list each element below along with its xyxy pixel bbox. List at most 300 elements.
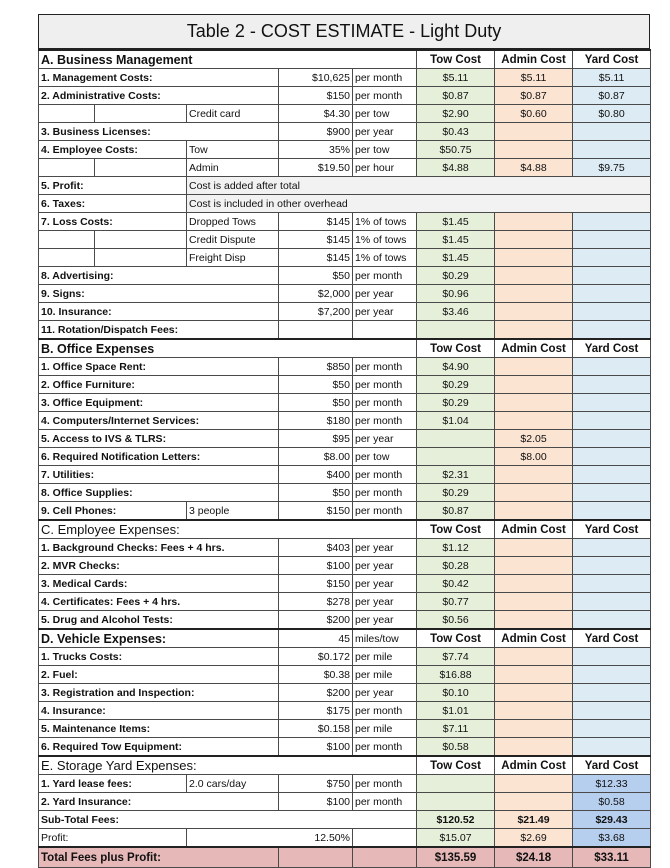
table-row bbox=[39, 720, 651, 738]
section-title: D. Vehicle Expenses: bbox=[39, 629, 279, 648]
admin-cost-cell bbox=[495, 321, 573, 340]
row-label: 1. Trucks Costs: bbox=[39, 648, 279, 666]
admin-cost-cell: $2.05 bbox=[495, 430, 573, 448]
yard-cost-cell bbox=[573, 394, 651, 412]
total-label: Total Fees plus Profit: bbox=[39, 847, 279, 868]
table-row bbox=[39, 249, 651, 267]
row-amount: $10,625 bbox=[279, 69, 353, 87]
section-header-c bbox=[39, 520, 651, 539]
row-unit: per tow bbox=[353, 448, 417, 466]
yard-cost-cell bbox=[573, 484, 651, 502]
section-header-a bbox=[39, 50, 651, 69]
admin-cost-cell bbox=[495, 593, 573, 611]
cost-estimate-sheet bbox=[38, 14, 650, 868]
tow-cost-cell bbox=[417, 775, 495, 793]
section-amount: 45 bbox=[279, 629, 353, 648]
row-label: 3. Business Licenses: bbox=[39, 123, 279, 141]
tow-cost-cell: $0.28 bbox=[417, 557, 495, 575]
row-amount: $100 bbox=[279, 738, 353, 757]
row-unit: per hour bbox=[353, 159, 417, 177]
profit-row bbox=[39, 829, 651, 848]
yard-cost-cell bbox=[573, 303, 651, 321]
tow-cost-cell: $16.88 bbox=[417, 666, 495, 684]
table-row bbox=[39, 141, 651, 159]
subtotal-admin: $21.49 bbox=[495, 811, 573, 829]
tow-cost-cell: $0.29 bbox=[417, 484, 495, 502]
tow-cost-cell: $0.56 bbox=[417, 611, 495, 630]
row-label: 1. Office Space Rent: bbox=[39, 358, 279, 376]
yard-cost-cell bbox=[573, 575, 651, 593]
row-label: 2. Yard Insurance: bbox=[39, 793, 279, 811]
section-title: E. Storage Yard Expenses: bbox=[39, 756, 417, 775]
row-unit: per month bbox=[353, 376, 417, 394]
row-label: 2. Fuel: bbox=[39, 666, 279, 684]
tow-cost-cell: $0.42 bbox=[417, 575, 495, 593]
tow-cost-header: Tow Cost bbox=[417, 339, 495, 358]
yard-cost-header: Yard Cost bbox=[573, 339, 651, 358]
table-row bbox=[39, 775, 651, 793]
tow-cost-cell: $4.88 bbox=[417, 159, 495, 177]
admin-cost-cell bbox=[495, 303, 573, 321]
yard-cost-cell bbox=[573, 702, 651, 720]
row-label: 5. Profit: bbox=[39, 177, 187, 195]
row-amount: $50 bbox=[279, 394, 353, 412]
row-amount: $100 bbox=[279, 557, 353, 575]
row-label: 4. Certificates: Fees + 4 hrs. bbox=[39, 593, 279, 611]
yard-cost-cell bbox=[573, 412, 651, 430]
row-unit: per year bbox=[353, 575, 417, 593]
yard-cost-cell: $0.58 bbox=[573, 793, 651, 811]
row-label: 5. Drug and Alcohol Tests: bbox=[39, 611, 279, 630]
table-row bbox=[39, 611, 651, 630]
section-header-b bbox=[39, 339, 651, 358]
row-label: 5. Access to IVS & TLRS: bbox=[39, 430, 279, 448]
tow-cost-cell bbox=[417, 430, 495, 448]
row-unit: per month bbox=[353, 775, 417, 793]
row-label: 7. Loss Costs: bbox=[39, 213, 187, 231]
cost-table bbox=[38, 49, 651, 868]
tow-cost-cell: $0.43 bbox=[417, 123, 495, 141]
row-amount: $0.172 bbox=[279, 648, 353, 666]
admin-cost-cell bbox=[495, 575, 573, 593]
section-title: C. Employee Expenses: bbox=[39, 520, 417, 539]
tow-cost-cell: $0.58 bbox=[417, 738, 495, 757]
admin-cost-cell bbox=[495, 376, 573, 394]
row-label: 5. Maintenance Items: bbox=[39, 720, 279, 738]
blank-cell bbox=[95, 231, 187, 249]
tow-cost-cell: $1.01 bbox=[417, 702, 495, 720]
blank-cell bbox=[39, 249, 95, 267]
row-unit: per year bbox=[353, 430, 417, 448]
row-label: 3. Registration and Inspection: bbox=[39, 684, 279, 702]
table-row bbox=[39, 430, 651, 448]
admin-cost-cell bbox=[495, 249, 573, 267]
row-amount: $850 bbox=[279, 358, 353, 376]
admin-cost-cell bbox=[495, 484, 573, 502]
row-unit: 1% of tows bbox=[353, 213, 417, 231]
row-amount: $900 bbox=[279, 123, 353, 141]
blank-cell bbox=[95, 249, 187, 267]
admin-cost-cell bbox=[495, 412, 573, 430]
row-label: 9. Signs: bbox=[39, 285, 279, 303]
tow-cost-cell: $0.87 bbox=[417, 87, 495, 105]
row-amount bbox=[279, 321, 353, 340]
yard-cost-cell bbox=[573, 539, 651, 557]
row-label: 2. Office Furniture: bbox=[39, 376, 279, 394]
admin-cost-cell bbox=[495, 267, 573, 285]
row-amount: $4.30 bbox=[279, 105, 353, 123]
row-unit: per year bbox=[353, 593, 417, 611]
yard-cost-cell bbox=[573, 376, 651, 394]
tow-cost-cell: $0.29 bbox=[417, 394, 495, 412]
row-unit: per month bbox=[353, 484, 417, 502]
row-amount: $150 bbox=[279, 575, 353, 593]
row-amount: $200 bbox=[279, 611, 353, 630]
row-label: 6. Taxes: bbox=[39, 195, 187, 213]
yard-cost-cell bbox=[573, 666, 651, 684]
yard-cost-cell bbox=[573, 321, 651, 340]
row-amount: $750 bbox=[279, 775, 353, 793]
tow-cost-cell bbox=[417, 448, 495, 466]
blank-cell bbox=[353, 847, 417, 868]
table-row bbox=[39, 575, 651, 593]
yard-cost-cell: $5.11 bbox=[573, 69, 651, 87]
section-title: A. Business Management bbox=[39, 50, 417, 69]
yard-cost-cell bbox=[573, 502, 651, 521]
yard-cost-header: Yard Cost bbox=[573, 50, 651, 69]
table-row bbox=[39, 321, 651, 340]
blank-cell bbox=[39, 159, 95, 177]
tow-cost-cell: $3.46 bbox=[417, 303, 495, 321]
yard-cost-cell bbox=[573, 738, 651, 757]
row-sublabel: Admin bbox=[187, 159, 279, 177]
tow-cost-cell: $1.45 bbox=[417, 213, 495, 231]
yard-cost-cell bbox=[573, 430, 651, 448]
tow-cost-cell: $2.90 bbox=[417, 105, 495, 123]
section-title: B. Office Expenses bbox=[39, 339, 417, 358]
row-label: 10. Insurance: bbox=[39, 303, 279, 321]
row-label: 2. Administrative Costs: bbox=[39, 87, 279, 105]
profit-yard: $3.68 bbox=[573, 829, 651, 848]
tow-cost-cell: $2.31 bbox=[417, 466, 495, 484]
row-label: 11. Rotation/Dispatch Fees: bbox=[39, 321, 279, 340]
row-amount: $180 bbox=[279, 412, 353, 430]
admin-cost-cell bbox=[495, 611, 573, 630]
subtotal-yard: $29.43 bbox=[573, 811, 651, 829]
row-sublabel: 3 people bbox=[187, 502, 279, 521]
row-sublabel: Credit card bbox=[187, 105, 279, 123]
table-row bbox=[39, 195, 651, 213]
tow-cost-cell: $0.87 bbox=[417, 502, 495, 521]
admin-cost-cell bbox=[495, 285, 573, 303]
row-amount: $100 bbox=[279, 793, 353, 811]
row-unit: 1% of tows bbox=[353, 249, 417, 267]
tow-cost-cell: $5.11 bbox=[417, 69, 495, 87]
row-amount: $19.50 bbox=[279, 159, 353, 177]
tow-cost-cell: $0.96 bbox=[417, 285, 495, 303]
row-amount: $400 bbox=[279, 466, 353, 484]
row-unit: per mile bbox=[353, 720, 417, 738]
table-row bbox=[39, 702, 651, 720]
row-unit: per month bbox=[353, 502, 417, 521]
admin-cost-cell bbox=[495, 502, 573, 521]
table-row bbox=[39, 358, 651, 376]
row-label: 1. Management Costs: bbox=[39, 69, 279, 87]
tow-cost-cell: $0.29 bbox=[417, 267, 495, 285]
admin-cost-cell: $5.11 bbox=[495, 69, 573, 87]
row-unit: per month bbox=[353, 69, 417, 87]
row-unit: per year bbox=[353, 611, 417, 630]
profit-rate: 12.50% bbox=[187, 829, 353, 848]
blank-cell bbox=[279, 847, 353, 868]
row-sublabel: Freight Disp bbox=[187, 249, 279, 267]
row-unit: per year bbox=[353, 539, 417, 557]
yard-cost-cell bbox=[573, 213, 651, 231]
yard-cost-cell bbox=[573, 448, 651, 466]
table-row bbox=[39, 285, 651, 303]
row-unit: per tow bbox=[353, 141, 417, 159]
table-row bbox=[39, 593, 651, 611]
total-tow: $135.59 bbox=[417, 847, 495, 868]
row-label: 2. MVR Checks: bbox=[39, 557, 279, 575]
row-unit: per month bbox=[353, 702, 417, 720]
admin-cost-cell bbox=[495, 557, 573, 575]
subtotal-tow: $120.52 bbox=[417, 811, 495, 829]
row-label: 8. Office Supplies: bbox=[39, 484, 279, 502]
yard-cost-cell bbox=[573, 358, 651, 376]
yard-cost-cell bbox=[573, 267, 651, 285]
row-amount: $95 bbox=[279, 430, 353, 448]
admin-cost-cell: $8.00 bbox=[495, 448, 573, 466]
table-row bbox=[39, 539, 651, 557]
row-amount: $150 bbox=[279, 87, 353, 105]
table-row bbox=[39, 793, 651, 811]
tow-cost-cell: $0.77 bbox=[417, 593, 495, 611]
admin-cost-header: Admin Cost bbox=[495, 629, 573, 648]
row-unit: per year bbox=[353, 303, 417, 321]
admin-cost-cell bbox=[495, 648, 573, 666]
sheet-title: Table 2 - COST ESTIMATE - Light Duty bbox=[38, 14, 650, 49]
yard-cost-cell bbox=[573, 593, 651, 611]
tow-cost-cell: $7.74 bbox=[417, 648, 495, 666]
row-unit: per month bbox=[353, 738, 417, 757]
row-sublabel: Dropped Tows bbox=[187, 213, 279, 231]
admin-cost-header: Admin Cost bbox=[495, 520, 573, 539]
row-amount: $7,200 bbox=[279, 303, 353, 321]
table-row bbox=[39, 466, 651, 484]
profit-tow: $15.07 bbox=[417, 829, 495, 848]
yard-cost-cell bbox=[573, 141, 651, 159]
tow-cost-cell: $4.90 bbox=[417, 358, 495, 376]
tow-cost-cell: $50.75 bbox=[417, 141, 495, 159]
yard-cost-cell bbox=[573, 285, 651, 303]
yard-cost-cell: $9.75 bbox=[573, 159, 651, 177]
row-unit: 1% of tows bbox=[353, 231, 417, 249]
yard-cost-cell bbox=[573, 231, 651, 249]
row-unit: per month bbox=[353, 87, 417, 105]
admin-cost-cell bbox=[495, 231, 573, 249]
admin-cost-cell bbox=[495, 666, 573, 684]
admin-cost-cell: $4.88 bbox=[495, 159, 573, 177]
row-amount: $200 bbox=[279, 684, 353, 702]
admin-cost-cell bbox=[495, 213, 573, 231]
admin-cost-cell bbox=[495, 394, 573, 412]
table-row bbox=[39, 87, 651, 105]
table-row bbox=[39, 159, 651, 177]
admin-cost-cell bbox=[495, 738, 573, 757]
table-row bbox=[39, 231, 651, 249]
table-row bbox=[39, 213, 651, 231]
admin-cost-cell: $0.60 bbox=[495, 105, 573, 123]
admin-cost-header: Admin Cost bbox=[495, 756, 573, 775]
table-row bbox=[39, 666, 651, 684]
yard-cost-header: Yard Cost bbox=[573, 520, 651, 539]
admin-cost-cell bbox=[495, 141, 573, 159]
row-amount: $150 bbox=[279, 502, 353, 521]
subtotal-label: Sub-Total Fees: bbox=[39, 811, 417, 829]
blank-cell bbox=[95, 105, 187, 123]
row-unit: per year bbox=[353, 557, 417, 575]
tow-cost-cell bbox=[417, 321, 495, 340]
row-unit: per month bbox=[353, 358, 417, 376]
tow-cost-header: Tow Cost bbox=[417, 756, 495, 775]
yard-cost-cell bbox=[573, 720, 651, 738]
tow-cost-cell: $1.04 bbox=[417, 412, 495, 430]
yard-cost-cell bbox=[573, 123, 651, 141]
row-amount: $145 bbox=[279, 249, 353, 267]
yard-cost-cell: $12.33 bbox=[573, 775, 651, 793]
tow-cost-cell: $7.11 bbox=[417, 720, 495, 738]
profit-label: Profit: bbox=[39, 829, 187, 848]
table-row bbox=[39, 177, 651, 195]
admin-cost-header: Admin Cost bbox=[495, 50, 573, 69]
total-admin: $24.18 bbox=[495, 847, 573, 868]
row-unit: per mile bbox=[353, 666, 417, 684]
section-unit: miles/tow bbox=[353, 629, 417, 648]
tow-cost-header: Tow Cost bbox=[417, 629, 495, 648]
row-amount: $403 bbox=[279, 539, 353, 557]
table-row bbox=[39, 376, 651, 394]
admin-cost-cell bbox=[495, 466, 573, 484]
admin-cost-header: Admin Cost bbox=[495, 339, 573, 358]
table-row bbox=[39, 484, 651, 502]
table-row bbox=[39, 105, 651, 123]
table-row bbox=[39, 303, 651, 321]
yard-cost-header: Yard Cost bbox=[573, 756, 651, 775]
yard-cost-cell bbox=[573, 611, 651, 630]
table-row bbox=[39, 394, 651, 412]
admin-cost-cell bbox=[495, 684, 573, 702]
admin-cost-cell bbox=[495, 358, 573, 376]
row-amount: $145 bbox=[279, 231, 353, 249]
row-unit bbox=[353, 321, 417, 340]
tow-cost-cell: $1.45 bbox=[417, 249, 495, 267]
row-label: 1. Yard lease fees: bbox=[39, 775, 187, 793]
row-label: 6. Required Notification Letters: bbox=[39, 448, 279, 466]
row-amount: $50 bbox=[279, 267, 353, 285]
row-amount: $145 bbox=[279, 213, 353, 231]
blank-cell bbox=[39, 231, 95, 249]
row-note: Cost is included in other overhead bbox=[187, 195, 651, 213]
row-sublabel: 2.0 cars/day bbox=[187, 775, 279, 793]
profit-admin: $2.69 bbox=[495, 829, 573, 848]
row-label: 7. Utilities: bbox=[39, 466, 279, 484]
admin-cost-cell bbox=[495, 702, 573, 720]
admin-cost-cell bbox=[495, 123, 573, 141]
tow-cost-cell: $1.12 bbox=[417, 539, 495, 557]
row-unit: per month bbox=[353, 267, 417, 285]
table-row bbox=[39, 123, 651, 141]
row-unit: per month bbox=[353, 412, 417, 430]
table-row bbox=[39, 502, 651, 521]
row-unit: per year bbox=[353, 285, 417, 303]
row-unit: per mile bbox=[353, 648, 417, 666]
tow-cost-cell: $0.10 bbox=[417, 684, 495, 702]
tow-cost-cell: $0.29 bbox=[417, 376, 495, 394]
row-label: 4. Insurance: bbox=[39, 702, 279, 720]
yard-cost-header: Yard Cost bbox=[573, 629, 651, 648]
yard-cost-cell bbox=[573, 557, 651, 575]
row-label: 4. Computers/Internet Services: bbox=[39, 412, 279, 430]
yard-cost-cell: $0.80 bbox=[573, 105, 651, 123]
row-unit: per month bbox=[353, 793, 417, 811]
row-amount: $0.38 bbox=[279, 666, 353, 684]
table-row bbox=[39, 557, 651, 575]
row-label: 6. Required Tow Equipment: bbox=[39, 738, 279, 757]
table-row bbox=[39, 648, 651, 666]
row-amount: $8.00 bbox=[279, 448, 353, 466]
table-row bbox=[39, 412, 651, 430]
row-amount: $278 bbox=[279, 593, 353, 611]
tow-cost-header: Tow Cost bbox=[417, 50, 495, 69]
subtotal-row bbox=[39, 811, 651, 829]
row-amount: $175 bbox=[279, 702, 353, 720]
row-label: 1. Background Checks: Fees + 4 hrs. bbox=[39, 539, 279, 557]
yard-cost-cell bbox=[573, 684, 651, 702]
tow-cost-header: Tow Cost bbox=[417, 520, 495, 539]
section-header-d bbox=[39, 629, 651, 648]
row-unit: per year bbox=[353, 123, 417, 141]
row-unit: per year bbox=[353, 684, 417, 702]
row-note: Cost is added after total bbox=[187, 177, 651, 195]
row-sublabel: Credit Dispute bbox=[187, 231, 279, 249]
blank-cell bbox=[353, 829, 417, 848]
blank-cell bbox=[95, 159, 187, 177]
table-row bbox=[39, 448, 651, 466]
table-row bbox=[39, 684, 651, 702]
row-label: 3. Office Equipment: bbox=[39, 394, 279, 412]
admin-cost-cell: $0.87 bbox=[495, 87, 573, 105]
yard-cost-cell: $0.87 bbox=[573, 87, 651, 105]
row-label: 9. Cell Phones: bbox=[39, 502, 187, 521]
row-amount: 35% bbox=[279, 141, 353, 159]
section-header-e bbox=[39, 756, 651, 775]
table-row bbox=[39, 738, 651, 757]
tow-cost-cell bbox=[417, 793, 495, 811]
total-yard: $33.11 bbox=[573, 847, 651, 868]
row-unit: per month bbox=[353, 394, 417, 412]
table-row bbox=[39, 267, 651, 285]
row-amount: $50 bbox=[279, 376, 353, 394]
blank-cell bbox=[39, 105, 95, 123]
row-amount: $50 bbox=[279, 484, 353, 502]
row-amount: $0.158 bbox=[279, 720, 353, 738]
table-row bbox=[39, 69, 651, 87]
total-row bbox=[39, 847, 651, 868]
row-unit: per month bbox=[353, 466, 417, 484]
admin-cost-cell bbox=[495, 720, 573, 738]
row-sublabel: Tow bbox=[187, 141, 279, 159]
